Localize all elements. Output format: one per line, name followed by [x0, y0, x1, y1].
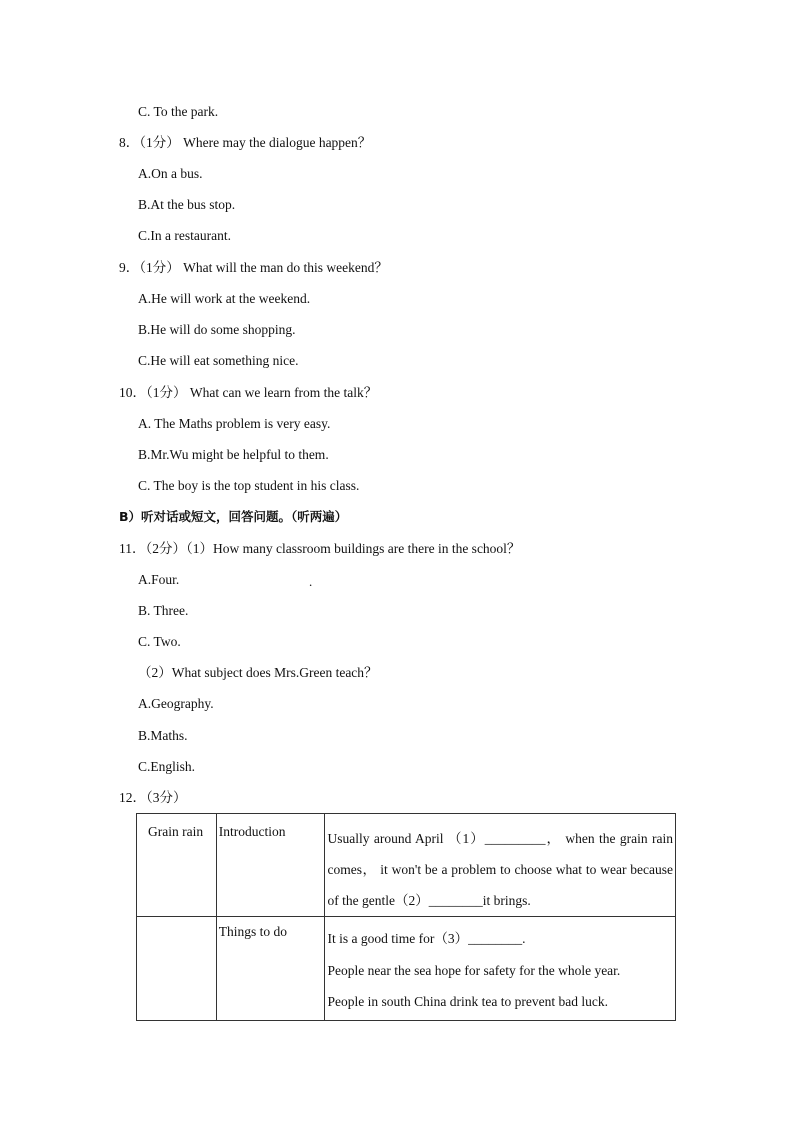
- introduction-text: Usually around April （1）_________， when the grain rain comes， it won't be a problem to choose what to wear because of the gentle（2）________it brings.: [327, 831, 673, 908]
- table-cell: [216, 917, 324, 1021]
- q11-1-option-a: A.Four.: [138, 572, 180, 587]
- q9-option-b: B.He will do some shopping.: [138, 322, 296, 337]
- table-cell: [216, 814, 324, 917]
- q10-stem: 10．（1分） What can we learn from the talk？: [119, 385, 378, 400]
- things-line-3: People in south China drink tea to prevent bad luck.: [327, 994, 608, 1009]
- q7-option-c: C. To the park.: [138, 104, 219, 119]
- section-b-heading: B）听对话或短文，回答问题。（听两遍）: [119, 509, 348, 524]
- q8-option-b: B.At the bus stop.: [138, 197, 236, 212]
- q8-option-c: C.In a restaurant.: [138, 228, 231, 243]
- table-cell: [137, 917, 217, 1021]
- topic-label: Grain rain: [148, 824, 204, 839]
- table-row: [137, 814, 676, 917]
- stray-dot: .: [309, 574, 313, 589]
- q12-stem: 12．（3分）: [119, 790, 187, 805]
- q11-2-option-c: C.English.: [138, 759, 196, 774]
- q11-1-option-b: B. Three.: [138, 603, 189, 618]
- q11-2-stem: （2）What subject does Mrs.Green teach？: [138, 665, 378, 680]
- introduction-label: Introduction: [218, 824, 286, 839]
- things-to-do-list: [325, 917, 675, 1020]
- q11-2-option-b: B.Maths.: [138, 728, 188, 743]
- q10-option-c: C. The boy is the top student in his class.: [138, 478, 360, 493]
- q11-stem: 11．（2分）（1）How many classroom buildings are there in the school？: [119, 541, 521, 556]
- table-cell: [324, 917, 675, 1021]
- q12-table: [136, 813, 676, 1021]
- q11-2-option-a: A.Geography.: [138, 696, 214, 711]
- q9-option-c: C.He will eat something nice.: [138, 353, 299, 368]
- q8-option-a: A.On a bus.: [138, 166, 203, 181]
- q8-stem: 8．（1分） Where may the dialogue happen？: [119, 135, 372, 150]
- things-line-2: People near the sea hope for safety for the whole year.: [327, 962, 621, 978]
- q11-1-option-c: C. Two.: [138, 634, 181, 649]
- q9-option-a: A.He will work at the weekend.: [138, 291, 311, 306]
- q10-option-a: A. The Maths problem is very easy.: [138, 416, 331, 431]
- table-cell: [137, 814, 217, 917]
- table-cell: [324, 814, 675, 917]
- q9-stem: 9．（1分） What will the man do this weekend？: [119, 260, 388, 275]
- table-row: [137, 917, 676, 1021]
- things-line-1: It is a good time for（3）________.: [327, 931, 526, 946]
- q10-option-b: B.Mr.Wu might be helpful to them.: [138, 447, 329, 462]
- things-to-do-label: Things to do: [218, 924, 288, 939]
